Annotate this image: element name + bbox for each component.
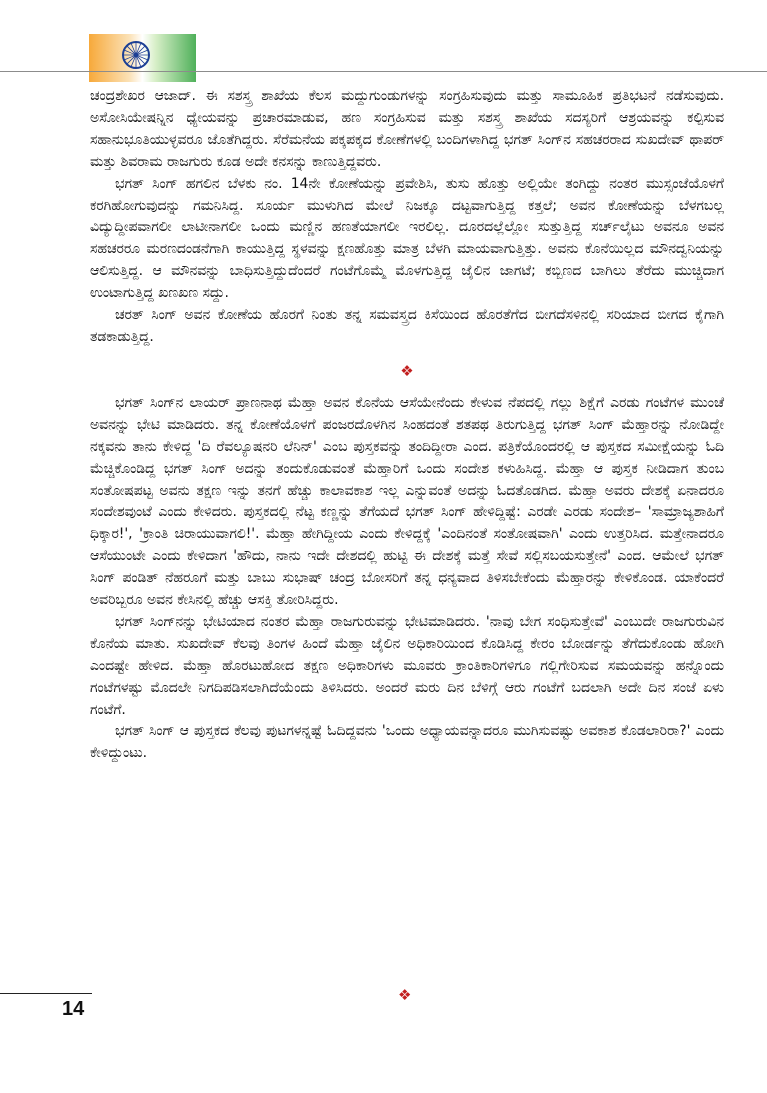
article-body <box>90 86 724 765</box>
footer-rule <box>0 993 92 994</box>
ashoka-chakra-icon <box>121 40 151 70</box>
paragraph: ಚರತ್ ಸಿಂಗ್ ಅವನ ಕೋಣೆಯ ಹೊರಗೆ ನಿಂತು ತನ್ನ ಸಮವಸ್ತ್ರದ ಕಿಸೆಯಿಂದ ಹೊರತೆಗೆದ ಬೀಗದೆಸಳಿನಲ್ಲಿ ಸರಿಯಾದ ಬೀಗದ ಕೈಗಾಗಿ ತಡಕಾಡುತ್ತಿದ್ದ. <box>90 307 724 345</box>
paragraph: ಭಗತ್ ಸಿಂಗ್ ಆ ಪುಸ್ತಕದ ಕೆಲವು ಪುಟಗಳನ್ನಷ್ಟೆ ಓದಿದ್ದವನು 'ಒಂದು ಅಧ್ಯಾಯವನ್ನಾದರೂ ಮುಗಿಸುವಷ್ಟು ಅವಕಾಶ ಕೊಡಲಾರಿರಾ?' ಎಂದು ಕೇಳಿದ್ದುಂಟು. <box>90 723 724 762</box>
paragraph: ಭಗತ್ ಸಿಂಗ್‌ನ ಲಾಯರ್ ಪ್ರಾಣನಾಥ ಮೆಹ್ತಾ ಅವನ ಕೊನೆಯ ಆಸೆಯೇನೆಂದು ಕೇಳುವ ನೆಪದಲ್ಲಿ ಗಲ್ಲು ಶಿಕ್ಷೆಗೆ ಎರಡು ಗಂಟೆಗಳ ಮುಂಚೆ ಅವನನ್ನು ಭೇಟಿ ಮಾಡಿದರು. ತನ್ನ ಕೋಣೆಯೊಳಗೆ ಪಂಜರದೊಳಗಿನ ಸಿಂಹದಂತೆ ಶತಪಥ ತಿರುಗುತ್ತಿದ್ದ ಭಗತ್ ಸಿಂಗ್ ಮೆಹ್ತಾರನ್ನು ನೋಡಿದ್ದೇ ನಕ್ಕವನು ತಾನು ಕೇಳಿದ್ದ 'ದಿ ರೆವಲ್ಯೂಷನರಿ ಲೆನಿನ್' ಎಂಬ ಪುಸ್ತಕವನ್ನು ತಂದಿದ್ದೀರಾ ಎಂದ. ಪತ್ರಿಕೆಯೊಂದರಲ್ಲಿ ಆ ಪುಸ್ತಕದ ಸಮೀಕ್ಷೆಯನ್ನು ಓದಿ ಮೆಚ್ಚಿಕೊಂಡಿದ್ದ ಭಗತ್ ಸಿಂಗ್ ಅದನ್ನು ತಂದುಕೊಡುವಂತೆ ಮೆಹ್ತಾರಿಗೆ ಒಂದು ಸಂದೇಶ ಕಳುಹಿಸಿದ್ದ. ಮೆಹ್ತಾ ಆ ಪುಸ್ತಕ ನೀಡಿದಾಗ ತುಂಬ ಸಂತೋಷಪಟ್ಟ ಅವನು ತಕ್ಷಣ ಇನ್ನು ತನಗೆ ಹೆಚ್ಚು ಕಾಲಾವಕಾಶ ಇಲ್ಲ ಎನ್ನುವಂತೆ ಅದನ್ನು ಓದತೊಡಗಿದ. ಮೆಹ್ತಾ ಅವರು ದೇಶಕ್ಕೆ ಏನಾದರೂ ಸಂದೇಶವುಂಟೆ ಎಂದು ಕೇಳಿದರು. ಪುಸ್ತಕದಲ್ಲಿ ನೆಟ್ಟ ಕಣ್ಣನ್ನು ತೆಗೆಯದೆ ಭಗತ್ ಸಿಂಗ್ ಹೇಳಿದ್ದಿಷ್ಟೆ: ಎರಡೇ ಎರಡು ಸಂದೇಶ– 'ಸಾಮ್ರಾಜ್ಯಶಾಹಿಗೆ ಧಿಕ್ಕಾರ!', 'ಕ್ರಾಂತಿ ಚಿರಾಯುವಾಗಲಿ!'. ಮೆಹ್ತಾ ಹೇಗಿದ್ದೀಯ ಎಂದು ಕೇಳಿದ್ದಕ್ಕೆ 'ಎಂದಿನಂತೆ ಸಂತೋಷವಾಗಿ' ಎಂದು ಉತ್ತರಿಸಿದ. ಮತ್ತೇನಾದರೂ ಆಸೆಯುಂಟೇ ಎಂದು ಕೇಳಿದಾಗ 'ಹೌದು, ನಾನು ಇದೇ ದೇಶದಲ್ಲಿ ಹುಟ್ಟಿ ಈ ದೇಶಕ್ಕೆ ಮತ್ತೆ ಸೇವೆ ಸಲ್ಲಿಸಬಯಸುತ್ತೇನೆ' ಎಂದ. ಆಮೇಲೆ ಭಗತ್ ಸಿಂಗ್ ಪಂಡಿತ್ ನೆಹರೂಗೆ ಮತ್ತು ಬಾಬು ಸುಭಾಷ್ ಚಂದ್ರ ಬೋಸರಿಗೆ ತನ್ನ ಧನ್ಯವಾದ ತಿಳಿಸಬೇಕೆಂದು ಮೆಹ್ತಾರನ್ನು ಕೇಳಿಕೊಂಡ. ಯಾಕೆಂದರೆ ಅವರಿಬ್ಬರೂ ಅವನ ಕೇಸಿನಲ್ಲಿ ಹೆಚ್ಚು ಆಸಕ್ತಿ ತೋರಿಸಿದ್ದರು. <box>90 394 724 609</box>
paragraph: ಭಗತ್ ಸಿಂಗ್‌ನನ್ನು ಭೇಟಿಯಾದ ನಂತರ ಮೆಹ್ತಾ ರಾಜಗುರುವನ್ನು ಭೇಟಿಮಾಡಿದರು. 'ನಾವು ಬೇಗ ಸಂಧಿಸುತ್ತೇವೆ' ಎಂಬುದೇ ರಾಜಗುರುವಿನ ಕೊನೆಯ ಮಾತು. ಸುಖದೇವ್ ಕೆಲವು ತಿಂಗಳ ಹಿಂದೆ ಮೆಹ್ತಾ ಜೈಲಿನ ಅಧಿಕಾರಿಯಿಂದ ಕೊಡಿಸಿದ್ದ ಕೇರಂ ಬೋರ್ಡನ್ನು ತೆಗೆದುಕೊಂಡು ಹೋಗಿ ಎಂದಷ್ಟೇ ಹೇಳಿದ. ಮೆಹ್ತಾ ಹೊರಟುಹೋದ ತಕ್ಷಣ ಅಧಿಕಾರಿಗಳು ಮೂವರು ಕ್ರಾಂತಿಕಾರಿಗಳಿಗೂ ಗಲ್ಲಿಗೇರಿಸುವ ಸಮಯವನ್ನು ಹನ್ನೊಂದು ಗಂಟೆಗಳಷ್ಟು ಮೊದಲೇ ನಿಗದಿಪಡಿಸಲಾಗಿದೆಯೆಂದು ತಿಳಿಸಿದರು. ಅಂದರೆ ಮರು ದಿನ ಬೆಳಿಗ್ಗೆ ಆರು ಗಂಟೆಗೆ ಬದಲಾಗಿ ಅದೇ ದಿನ ಸಂಜೆ ಏಳು ಗಂಟೆಗೆ. <box>90 613 724 718</box>
header-rule <box>0 71 767 72</box>
paragraph: ಭಗತ್ ಸಿಂಗ್ ಹಗಲಿನ ಬೆಳಕು ನಂ. 14ನೇ ಕೋಣೆಯನ್ನು ಪ್ರವೇಶಿಸಿ, ತುಸು ಹೊತ್ತು ಅಲ್ಲಿಯೇ ತಂಗಿದ್ದು ನಂತರ ಮುಸ್ಸಂಜೆಯೊಳಗೆ ಕರಗಿಹೋಗುವುದನ್ನು ಗಮನಿಸಿದ್ದ. ಸೂರ್ಯ ಮುಳುಗಿದ ಮೇಲೆ ನಿಜಕ್ಕೂ ದಟ್ಟವಾಗುತ್ತಿದ್ದ ಕತ್ತಲೆ; ಅವನ ಕೋಣೆಯನ್ನು ಬೆಳಗಬಲ್ಲ ವಿದ್ಯುದ್ದೀಪವಾಗಲೀ ಲಾಟೀನಾಗಲೀ ಒಂದು ಮಣ್ಣಿನ ಹಣತೆಯಾಗಲೀ ಇರಲಿಲ್ಲ. ದೂರದಲ್ಲೆಲ್ಲೋ ಸುತ್ತುತ್ತಿದ್ದ ಸರ್ಚ್‌ಲೈಟು ಅವನೂ ಅವನ ಸಹಚರರೂ ಮರಣದಂಡನೆಗಾಗಿ ಕಾಯುತ್ತಿದ್ದ ಸ್ಥಳವನ್ನು ಕ್ಷಣಹೊತ್ತು ಮಾತ್ರ ಬೆಳಗಿ ಮಾಯವಾಗುತ್ತಿತ್ತು. ಅವನು ಕೊನೆಯಿಲ್ಲದ ಮೌನದ್ವನಿಯನ್ನು ಆಲಿಸುತ್ತಿದ್ದ. ಆ ಮೌನವನ್ನು ಬಾಧಿಸುತ್ತಿದ್ದುದೆಂದರೆ ಗಂಟೆಗೊಮ್ಮೆ ಮೊಳಗುತ್ತಿದ್ದ ಜೈಲಿನ ಜಾಗಟೆ; ಕಬ್ಬಿಣದ ಬಾಗಿಲು ತೆರೆದು ಮುಚ್ಚಿದಾಗ ಉಂಟಾಗುತ್ತಿದ್ದ ಖಣಖಣ ಸದ್ದು. <box>90 175 724 302</box>
page-number: 14 <box>62 998 85 1020</box>
end-ornament: ❖ <box>398 986 412 1004</box>
section-divider-ornament: ❖ <box>400 361 414 380</box>
paragraph: ಚಂದ್ರಶೇಖರ ಆಜಾದ್. ಈ ಸಶಸ್ತ್ರ ಶಾಖೆಯ ಕೆಲಸ ಮದ್ದುಗುಂಡುಗಳನ್ನು ಸಂಗ್ರಹಿಸುವುದು ಮತ್ತು ಸಾಮೂಹಿಕ ಪ್ರತಿಭಟನೆ ನಡೆಸುವುದು. ಅಸೋಸಿಯೇಷನ್ನಿನ ಧ್ಯೇಯವನ್ನು ಪ್ರಚಾರಮಾಡುವ, ಹಣ ಸಂಗ್ರಹಿಸುವ ಮತ್ತು ಸಶಸ್ತ್ರ ಶಾಖೆಯ ಸದಸ್ಯರಿಗೆ ಆಶ್ರಯವನ್ನು ಕಲ್ಪಿಸುವ ಸಹಾನುಭೂತಿಯುಳ್ಳವರೂ ಜೊತೆಗಿದ್ದರು. ಸೆರೆಮನೆಯ ಪಕ್ಕಪಕ್ಕದ ಕೋಣೆಗಳಲ್ಲಿ ಬಂದಿಗಳಾಗಿದ್ದ ಭಗತ್ ಸಿಂಗ್‌ನ ಸಹಚರರಾದ ಸುಖದೇವ್ ಥಾಪರ್ ಮತ್ತು ಶಿವರಾಮ ರಾಜಗುರು ಕೂಡ ಅದೇ ಕನಸನ್ನು ಕಾಣುತ್ತಿದ್ದವರು. <box>90 88 724 170</box>
